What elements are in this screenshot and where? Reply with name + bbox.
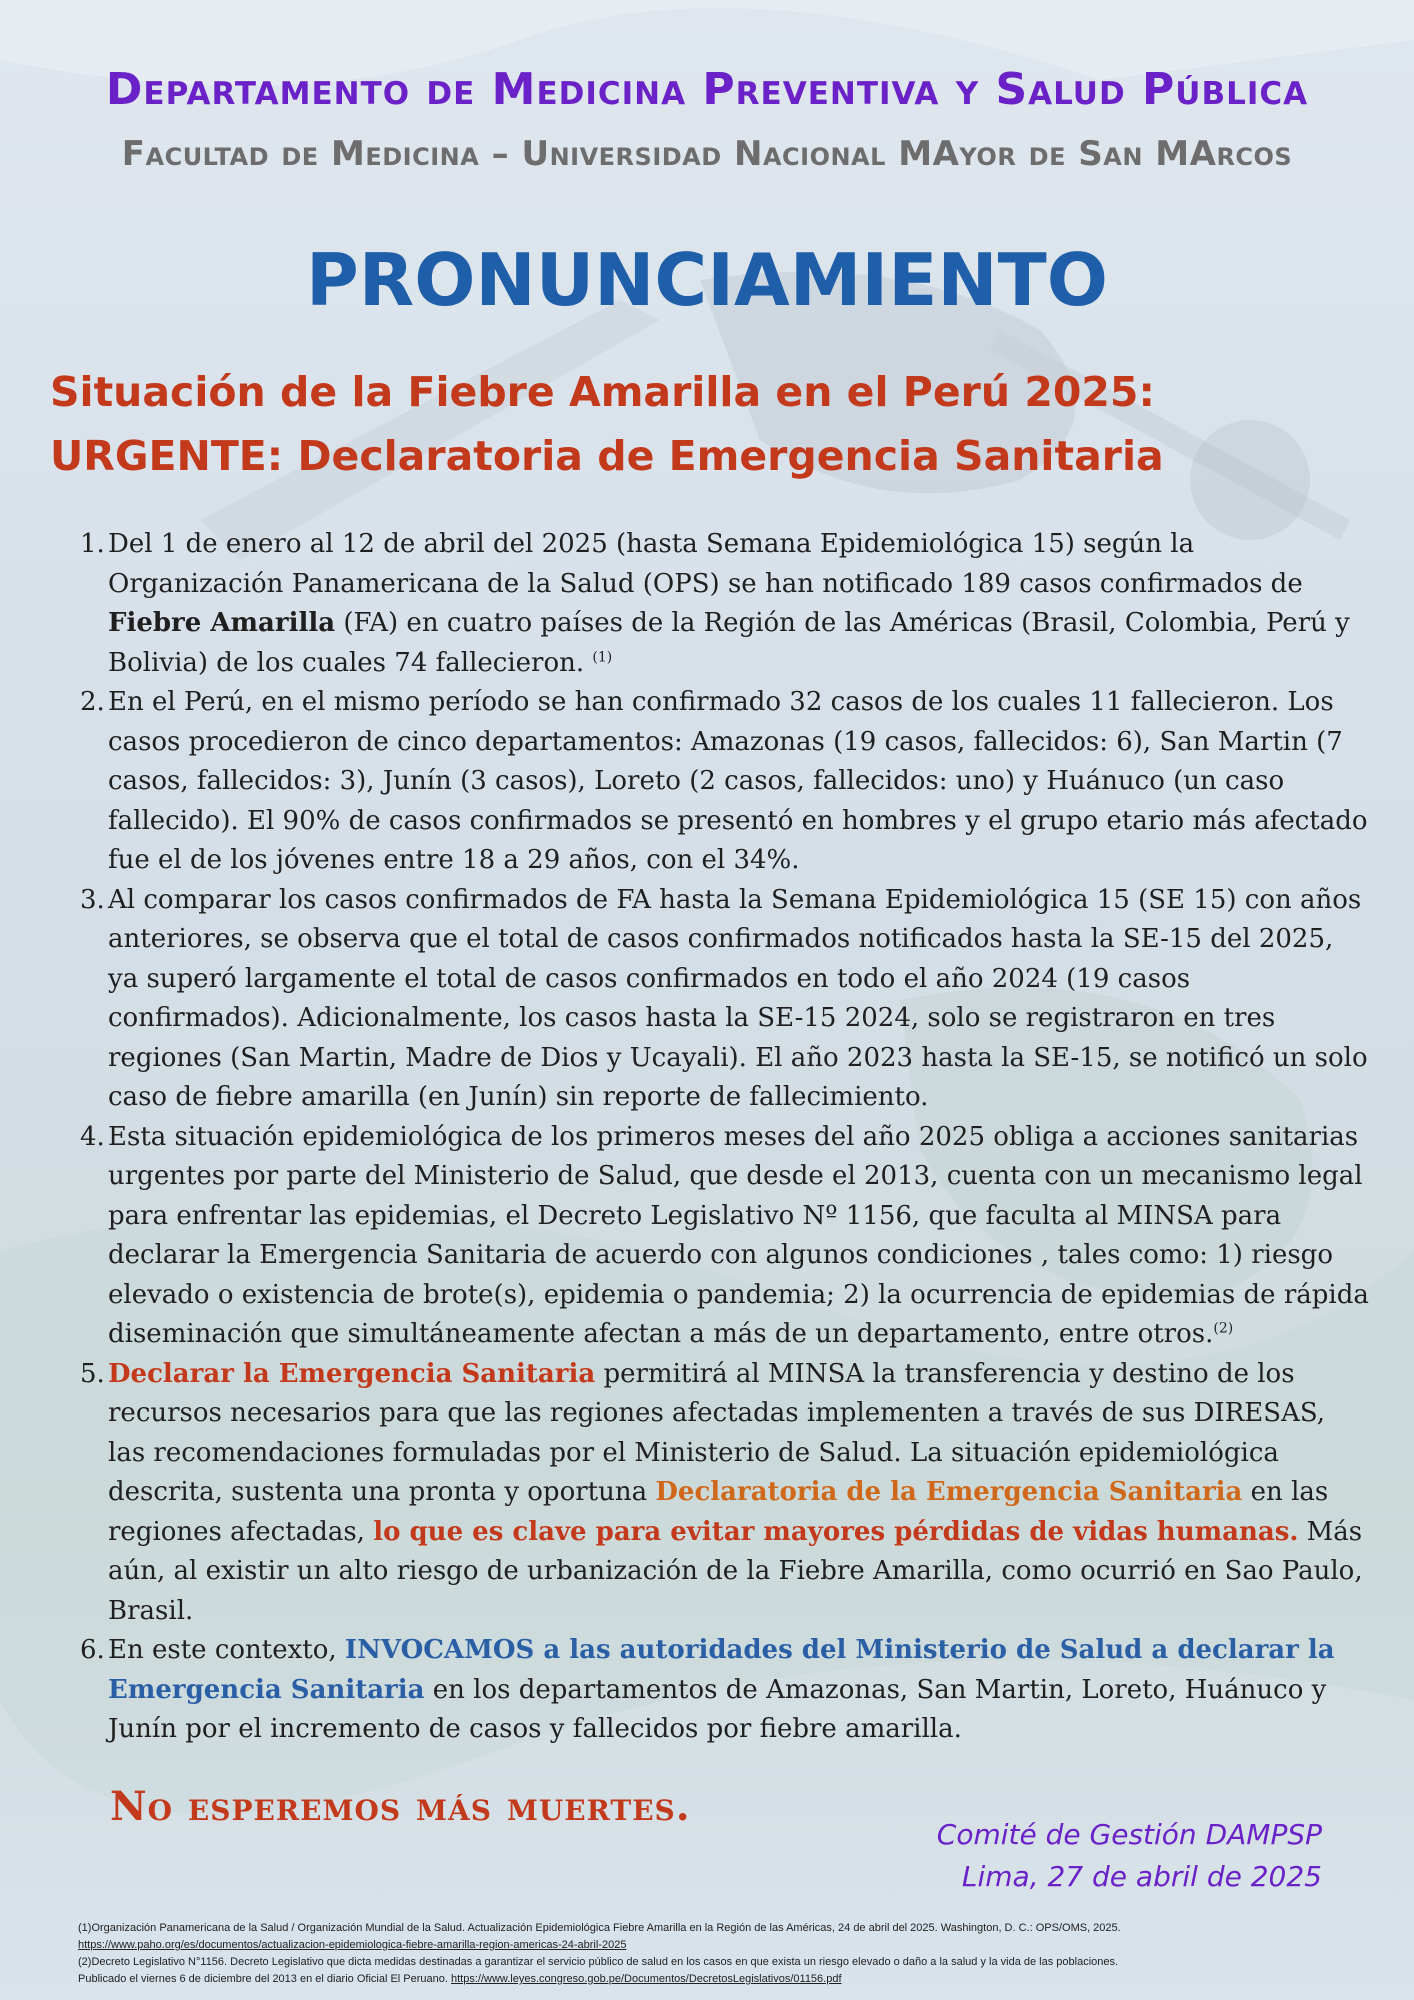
item-highlight: Declaratoria de la Emergencia Sanitaria xyxy=(655,1477,1243,1507)
department-heading: Departamento de Medicina Preventiva y Salud Pública xyxy=(105,64,1309,115)
subtitle-line-2: URGENTE: Declaratoria de Emergencia Sanitaria xyxy=(50,432,1164,480)
footnote-2-text: Publicado el viernes 6 de diciembre del 2013 en el diario Oficial El Peruano. xyxy=(78,1973,451,1985)
footnote-ref: (1) xyxy=(592,648,613,665)
item-text: Esta situación epidemiológica de los primeros meses del año 2025 obliga a acciones sanitarias urgentes por parte del Ministerio de Salud, que desde el 2013, cuenta con un mecanismo legal para enfrentar las epidemias, el Decreto Legislativo Nº 1156, que faculta al MINSA para declarar la Emergencia Sanitaria de acuerdo con algunos condiciones , tales como: 1) riesgo elevado o existencia de brote(s), epidemia o pandemia; 2) la ocurrencia de epidemias de rápida diseminación que simultáneamente afectan a más de un departamento, entre otros. xyxy=(108,1121,1369,1349)
list-item xyxy=(80,525,1370,683)
footnote-2-link[interactable]: https://www.leyes.congreso.gob.pe/Documentos/DecretosLegislativos/01156.pdf xyxy=(451,1973,842,1985)
item-text: permitirá al MINSA la transferencia y destino de los recursos necesarios para que las regiones afectadas implementen a través de sus DIRESAS, las recomendaciones formuladas por el Ministerio de Salud. La situación epidemiológica descrita, sustenta una pronta y oportuna xyxy=(108,1358,1325,1507)
item-number: 6. xyxy=(80,1635,105,1665)
item-emphasis: Fiebre Amarilla xyxy=(108,608,336,638)
signature-place-date: Lima, 27 de abril de 2025 xyxy=(961,1860,1322,1893)
list-item xyxy=(80,683,1370,881)
page-title: PRONUNCIAMIENTO xyxy=(306,238,1108,322)
item-number: 2. xyxy=(80,687,105,717)
slogan: No esperemos más muertes. xyxy=(110,1783,691,1830)
item-text: (FA) en cuatro países de la Región de las Américas (Brasil, Colombia, Perú y Bolivia) de los cuales 74 fallecieron. xyxy=(108,608,1350,678)
subtitle-line-1: Situación de la Fiebre Amarilla en el Perú 2025: xyxy=(50,368,1155,416)
item-highlight: INVOCAMOS a las autoridades del Ministerio de Salud a declarar la Emergencia Sanitaria xyxy=(108,1635,1335,1705)
subtitle xyxy=(50,360,1370,488)
item-text: Más aún, al existir un alto riesgo de urbanización de la Fiebre Amarilla, como ocurrió en Sao Paulo, Brasil. xyxy=(108,1516,1363,1626)
list-item xyxy=(80,1355,1370,1632)
item-text: Del 1 de enero al 12 de abril del 2025 (hasta Semana Epidemiológica 15) según la Organización Panamericana de la Salud (OPS) se han notificado 189 casos confirmados de xyxy=(108,529,1303,599)
list-item xyxy=(80,881,1370,1118)
item-highlight: lo que es clave para evitar mayores pérdidas de vidas humanas. xyxy=(373,1516,1299,1547)
list-item xyxy=(80,1631,1370,1750)
faculty-heading: Facultad de Medicina – Universidad Nacional MAyor de San MArcos xyxy=(121,134,1293,174)
item-text: En este contexto, xyxy=(108,1635,345,1665)
item-text: Al comparar los casos confirmados de FA hasta la Semana Epidemiológica 15 (SE 15) con años anteriores, se observa que el total de casos confirmados notificados hasta la SE-15 del 2025, ya superó largamente el total de casos confirmados en todo el año 2024 (19 casos confirmados). Adicionalmente, los casos hasta la SE-15 2024, solo se registraron en tres regiones (San Martin, Madre de Dios y Ucayali). El año 2023 hasta la SE-15, se notificó un solo caso de fiebre amarilla (en Junín) sin reporte de fallecimiento. xyxy=(108,884,1368,1112)
item-highlight: Declarar la Emergencia Sanitaria xyxy=(108,1358,596,1389)
item-text: En el Perú, en el mismo período se han confirmado 32 casos de los cuales 11 fallecieron. Los casos procedieron de cinco departamentos: Amazonas (19 casos, fallecidos: 6), San Martin (7 casos, fallecidos: 3), Junín (3 casos), Loreto (2 casos, fallecidos: uno) y Huánuco (un caso fallecido). El 90% de casos confirmados se presentó en hombres y el grupo etario más afectado fue el de los jóvenes entre 18 a 29 años, con el 34%. xyxy=(108,687,1368,875)
statement-list xyxy=(80,525,1370,1750)
footnote-1-link[interactable]: https://www.paho.org/es/documentos/actualizacion-epidemiologica-fiebre-amarilla-region-americas-24-abril-2025 xyxy=(78,1939,627,1951)
item-number: 5. xyxy=(80,1358,105,1389)
footnote-2-line2 xyxy=(78,1971,1358,1988)
item-number: 1. xyxy=(80,529,105,559)
footnote-ref: (2) xyxy=(1213,1320,1234,1337)
item-text: en las regiones afectadas, xyxy=(108,1477,1329,1547)
footnotes xyxy=(78,1920,1358,1988)
list-item xyxy=(80,1118,1370,1355)
signature-committee: Comité de Gestión DAMPSP xyxy=(936,1818,1322,1851)
footnote-1: (1)Organización Panamericana de la Salud / Organización Mundial de la Salud. Actualización Epidemiológica Fiebre Amarilla en la Región de las Américas, 24 de abril del 2025. Washington, D. C.: OPS/OMS, 2025. xyxy=(78,1922,1121,1934)
item-number: 4. xyxy=(80,1121,105,1152)
footnote-2: (2)Decreto Legislativo N°1156. Decreto Legislativo que dicta medidas destinadas a garantizar el servicio público de salud en los casos en que exista un riesgo elevado o daño a la salud y la vida de las poblaciones. xyxy=(78,1956,1119,1968)
item-text: en los departamentos de Amazonas, San Martin, Loreto, Huánuco y Junín por el incremento de casos y fallecidos por fiebre amarilla. xyxy=(108,1674,1327,1744)
item-number: 3. xyxy=(80,884,105,915)
